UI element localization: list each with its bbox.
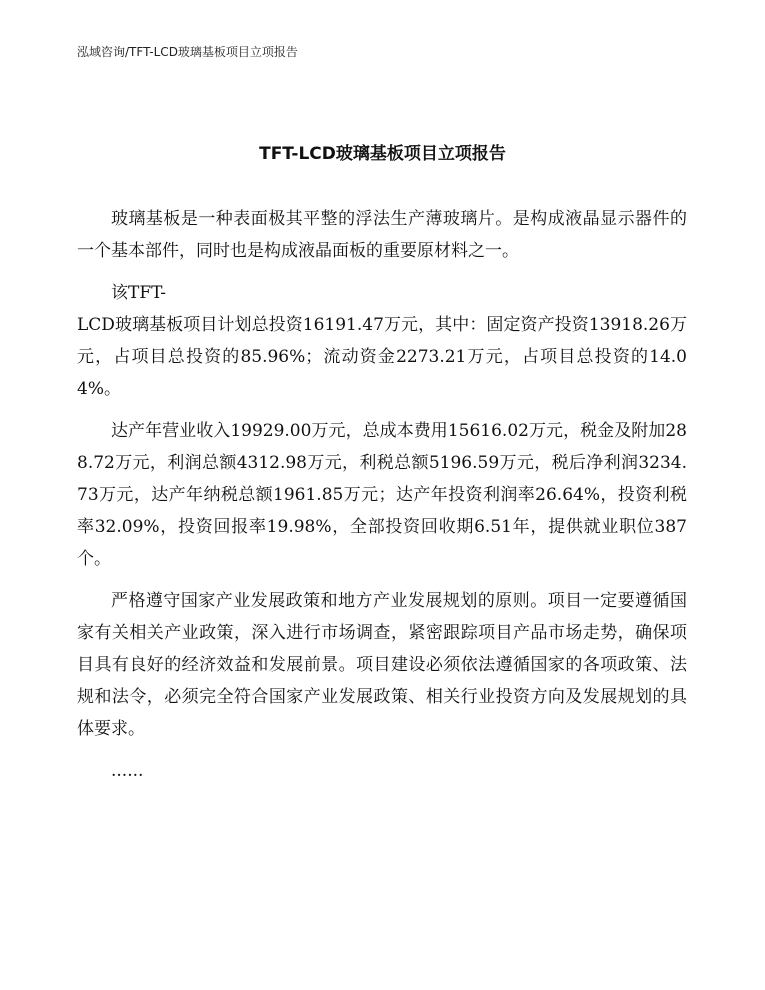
paragraph-project-lead: 该TFT- bbox=[111, 283, 167, 303]
paragraph-ellipsis: ...... bbox=[111, 761, 144, 781]
paragraph-revenue: 达产年营业收入19929.00万元，总成本费用15616.02万元，税金及附加288.72万元，利润总额4312.98万元，利税总额5196.59万元，税后净利润3234.73万元，达产年纳税总额1961.85万元；达产年投资利润率26.64%，投资利税率32.09%，投资回报率19.98%，全部投资回收期6.51年，提供就业职位387个。 bbox=[77, 421, 687, 569]
paragraph-intro: 玻璃基板是一种表面极其平整的浮法生产薄玻璃片。是构成液晶显示器件的一个基本部件，同时也是构成液晶面板的重要原材料之一。 bbox=[77, 209, 687, 261]
paragraph-policy: 严格遵守国家产业发展政策和地方产业发展规划的原则。项目一定要遵循国家有关相关产业政策，深入进行市场调查，紧密跟踪项目产品市场走势，确保项目具有良好的经济效益和发展前景。项目建设必须依法遵循国家的各项政策、法规和法令，必须完全符合国家产业发展政策、相关行业投资方向及发展规划的具体要求。 bbox=[77, 591, 687, 739]
document-title: TFT-LCD玻璃基板项目立项报告 bbox=[259, 144, 506, 164]
running-header: 泓域咨询/TFT-LCD玻璃基板项目立项报告 bbox=[77, 45, 298, 59]
paragraph-investment: LCD玻璃基板项目计划总投资16191.47万元，其中：固定资产投资13918.26万元，占项目总投资的85.96%；流动资金2273.21万元，占项目总投资的14.04%。 bbox=[77, 315, 687, 399]
document-body bbox=[77, 203, 687, 797]
